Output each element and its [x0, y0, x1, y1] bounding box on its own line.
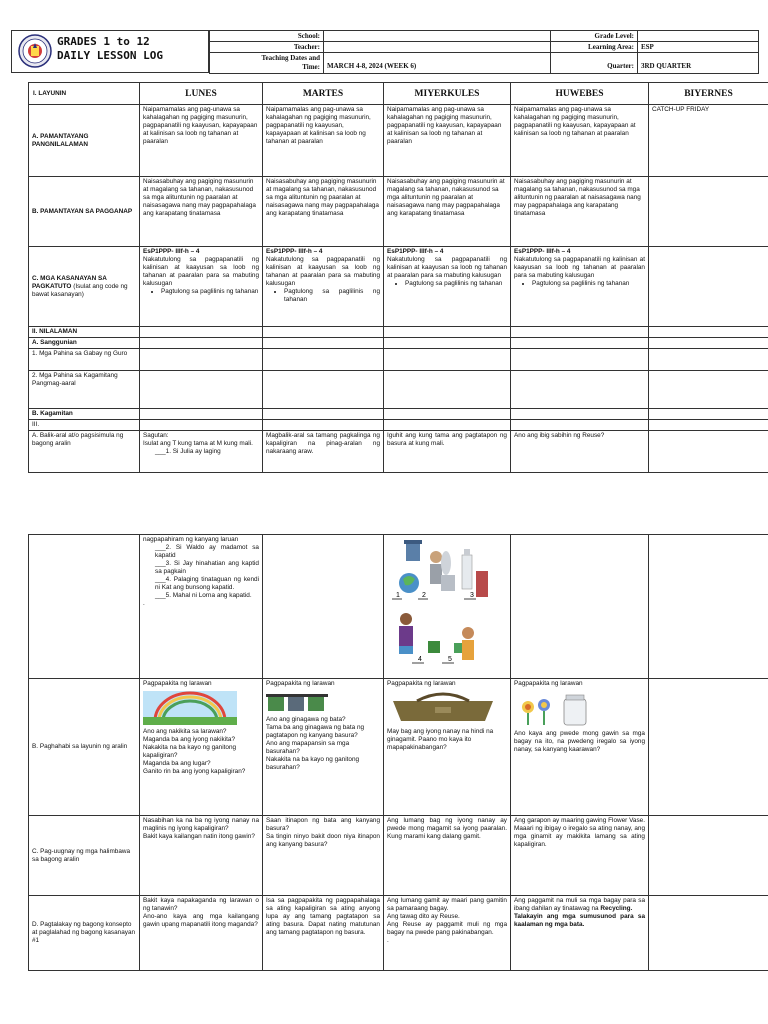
- row-label-balik-aral: A. Balik-aral at/o pagsisimula ng bagong aralin: [29, 431, 140, 473]
- balik-item-1: ___1. Si Julia ay laging: [155, 448, 221, 455]
- paghahabi-tuesday-q3: Ano ang mapapansin sa mga basurahan?: [266, 740, 350, 755]
- paghahabi-monday-q5: Ganito rin ba ang iyong kapaligiran?: [143, 768, 246, 775]
- waste-disposal-illustrations: [384, 535, 509, 675]
- cell-balik-tuesday-continued: [263, 535, 384, 679]
- rainbow-landscape-picture: [143, 691, 237, 725]
- balik-item-4: ___4. Palaging tinataguan ng kendi ni Kat ang bunsong kapatid.: [155, 576, 259, 591]
- dates-label-line-1: Teaching Dates and: [261, 54, 320, 62]
- paghahabi-tuesday-q1: Ano ang ginagawa ng bata?: [266, 716, 346, 723]
- flowers-and-jar-picture: [514, 691, 594, 727]
- cell-paghahabi-friday: [649, 679, 768, 816]
- competency-code: EsP1PPP- IIIf-h – 4: [387, 248, 444, 255]
- cell-a-monday: Naipamamalas ang pag-unawa sa kahalagahan ng pagiging masunurin, pagpapanatili ng kaayusan, kapayapaan at kalinisan sa loob ng tahanan at paaralan: [140, 105, 263, 177]
- competency-code: EsP1PPP- IIIf-h – 4: [266, 248, 323, 255]
- row-label-kagamitang-pangmag-aaral: 2. Mga Pahina sa Kagamitang Pangmag-aaral: [29, 371, 140, 409]
- row-label-kagamitan: B. Kagamitan: [29, 409, 140, 420]
- day-header-monday: LUNES: [140, 83, 263, 105]
- girl-with-bag-icon: [454, 627, 474, 660]
- row-label-mga-kasanayan: [29, 247, 140, 327]
- day-header-wednesday: MIYERKULES: [384, 83, 511, 105]
- cell-pagtalakay-friday: [649, 896, 768, 971]
- lesson-log-table-page-1: [28, 82, 768, 473]
- competency-text: Nakatutulong sa pagpapanatili ng kalinisan at kaayusan sa loob ng tahanan at paaralan para sa mabuting kalusugan: [143, 256, 259, 287]
- competency-bullet: • Pagtulong sa paglilinis ng tahanan: [161, 288, 259, 296]
- cell-balik-thursday-continued: [511, 535, 649, 679]
- cell-b-monday: Naisasabuhay ang pagiging masunurin at magalang sa tahanan, nakasusunod sa mga alituntunin ng paaralan at naisasagawa nang may pagpapahalaga ang karapatang tinatamasa: [140, 177, 263, 247]
- quarter-value: 3RD QUARTER: [638, 53, 759, 74]
- paghahabi-thursday-text: Ano kaya ang pwede mong gawin sa mga bagay na ito, na pwedeng iregalo sa iyong nanay, sa kanyang kaarawan?: [514, 730, 645, 753]
- paghahabi-monday-q3: Nakakita na ba kayo ng ganitong kapaligiran?: [143, 744, 237, 759]
- cell-pagtalakay-monday: Bakit kaya napakaganda ng larawan o ng tanawin? Ano-ano kaya ang mga kailangang gawin upang mapanatili itong maganda?: [140, 896, 263, 971]
- tall-bin-icon: [476, 571, 488, 597]
- pagtalakay-thursday-text: Ang paggamit na muli sa mga bagay para sa ibang dahilan ay tinatawag na: [514, 897, 645, 912]
- cell-balik-wednesday: Iguhit ang kung tama ang pagtatapon ng basura at kung mali.: [384, 431, 511, 473]
- competency-text: Nakatutulong sa pagpapanatili ng kalinisan at kaayusan sa loob ng tahanan at paaralan para sa mabuting kalusugan: [514, 256, 645, 279]
- paghahabi-tuesday-q2: Tama ba ang ginagawa ng bata ng pagtatapon ng kanyang basura?: [266, 724, 365, 739]
- row-label-sanggunian: A. Sanggunian: [29, 338, 140, 349]
- cell-c-friday: [649, 247, 768, 327]
- cell-b-tuesday: Naisasabuhay ang pagiging masunurin at magalang sa tahanan, nakasusunod sa mga alituntunin ng paaralan at naisasagawa nang may pagpapahalaga ang karapatang tinatamasa: [263, 177, 384, 247]
- cell-c-monday: [140, 247, 263, 327]
- mark-5: 5: [448, 656, 452, 663]
- teaching-dates-label: [210, 53, 324, 74]
- show-picture-label: Pagpapakita ng larawan: [266, 680, 335, 687]
- cell-balik-monday-continued: [140, 535, 263, 679]
- row-label-paghahabi: B. Paghahabi sa layunin ng aralin: [29, 679, 140, 816]
- cell-pag-uugnay-monday: Nasabihan ka na ba ng iyong nanay na maglinis ng iyong kapaligiran? Bakit kaya kailangan natin itong gawin?: [140, 816, 263, 896]
- mark-3: 3: [470, 592, 474, 599]
- row-label-pamantayan-sa-pagganap: B. PAMANTAYAN SA PAGGANAP: [29, 177, 140, 247]
- dll-header: [11, 30, 758, 73]
- paghahabi-monday-q1: Ano ang nakikita sa larawan?: [143, 728, 227, 735]
- dates-label-line-2: Time:: [302, 63, 320, 71]
- cell-paghahabi-tuesday: [263, 679, 384, 816]
- cell-balik-monday: [140, 431, 263, 473]
- row-label-pag-uugnay: C. Pag-uugnay ng mga halimbawa sa bagong aralin: [29, 816, 140, 896]
- cell-balik-friday-continued: [649, 535, 768, 679]
- cell-c-thursday: [511, 247, 649, 327]
- row-label-nilalaman: II. NILALAMAN: [29, 327, 140, 338]
- learning-area-value: ESP: [638, 42, 759, 53]
- competency-bullet: • Pagtulong sa paglilinis ng tahanan: [405, 280, 507, 288]
- lesson-log-table-page-2: [28, 534, 768, 971]
- grade-level-label: Grade Level:: [551, 31, 638, 42]
- cell-paghahabi-monday: [140, 679, 263, 816]
- cell-c-wednesday: [384, 247, 511, 327]
- balik-end-mark: .: [143, 600, 145, 607]
- balik-item-2: ___2. Si Waldo ay madamot sa kapatid: [155, 544, 259, 559]
- quarter-label: Quarter:: [551, 53, 638, 74]
- recycling-term: Recycling.: [600, 905, 633, 912]
- school-field[interactable]: [324, 31, 551, 42]
- cell-b-thursday: Naisasabuhay ang pagiging masunurin at magalang sa tahanan, nakasusunod sa mga alituntunin ng paaralan at naisasagawa nang may pagpapahalaga ang karapatang tinatamasa: [511, 177, 649, 247]
- layunin-header: I. LAYUNIN: [29, 83, 140, 105]
- logo-box: [11, 30, 209, 73]
- recycle-crate-icon: [428, 641, 440, 653]
- paghahabi-tuesday-q4: Nakakita na ba kayo ng ganitong basurahan?: [266, 756, 360, 771]
- girl-throwing-trash-icon: [399, 613, 413, 654]
- cell-c-tuesday: [263, 247, 384, 327]
- competency-code: EsP1PPP- IIIf-h – 4: [143, 248, 200, 255]
- row-label-pamantayang-pangnilalaman: A. PAMANTAYANG PANGNILALAMAN: [29, 105, 140, 177]
- cell-balik-tuesday: Magbalik-aral sa tamang pagkalinga ng kapaligiran na pinag-aralan ng nakaraang araw.: [263, 431, 384, 473]
- rabbit-figure-icon: [441, 551, 455, 591]
- cell-a-tuesday: Naipamamalas ang pag-unawa sa kahalagahan ng pagiging masunurin, pagpapanatili ng kaayusan, kapayapaan at kalinisan sa loob ng tahanan at paaralan: [263, 105, 384, 177]
- paghahabi-monday-q2: Maganda ba ang iyong nakikita?: [143, 736, 236, 743]
- row-label-gabay-ng-guro: 1. Mga Pahina sa Gabay ng Guro: [29, 349, 140, 371]
- child-cleaning-icon: [430, 551, 442, 584]
- learning-area-label: Learning Area:: [551, 42, 638, 53]
- balik-instruction-2: Isulat ang T kung tama at M kung mali.: [143, 440, 253, 447]
- deped-seal-icon: [18, 34, 52, 68]
- cell-pagtalakay-tuesday: Isa sa pagpapakita ng pagpapahalaga sa ating kapaligiran sa ating anyong lupa ay ang tamang pagtatapon sa ating basura. Dapat nating matutunan ang tamang pagtatapon ng basura.: [263, 896, 384, 971]
- cell-pag-uugnay-tuesday: Saan itinapon ng bata ang kanyang basura? Sa tingin ninyo bakit doon niya itinapon ang kanyang basura?: [263, 816, 384, 896]
- cell-balik-thursday: Ano ang ibig sabihin ng Reuse?: [511, 431, 649, 473]
- row-label-pagtalakay: D. Pagtalakay ng bagong konsepto at paglalahad ng bagong kasanayan #1: [29, 896, 140, 971]
- cell-pagtalakay-wednesday: Ang lumang gamit ay maari pang gamitin sa pamaraang bagay. Ang tawag dito ay Reuse. Ang Reuse ay paggamit muli ng mga bagay na pwede pang pakinabangan. .: [384, 896, 511, 971]
- title-line-2: DAILY LESSON LOG: [57, 49, 163, 62]
- cell-pagtalakay-thursday: [511, 896, 649, 971]
- competency-code: EsP1PPP- IIIf-h – 4: [514, 248, 571, 255]
- row-label-iii: III.: [29, 420, 140, 431]
- cell-b-wednesday: Naisasabuhay ang pagiging masunurin at magalang sa tahanan, nakasusunod sa mga alituntunin ng paaralan at naisasagawa nang may pagpapahalaga ang karapatang tinatamasa: [384, 177, 511, 247]
- cell-continuation-label: [29, 535, 140, 679]
- competency-bullet: • Pagtulong sa paglilinis ng tahanan: [532, 280, 645, 288]
- show-picture-label: Pagpapakita ng larawan: [514, 680, 583, 687]
- competency-text: Nakatutulong sa pagpapanatili ng kalinisan at kaayusan sa loob ng tahanan at paaralan para sa mabuting kalusugan: [387, 256, 507, 279]
- cell-pag-uugnay-thursday: Ang garapon ay maaring gawing Flower Vase. Maaari ng ibigay o iregalo sa ating nanay, ang mga ginamit ay makikita lamang sa ating kapaligiran.: [511, 816, 649, 896]
- day-header-thursday: HUWEBES: [511, 83, 649, 105]
- cell-a-friday: CATCH-UP FRIDAY: [649, 105, 768, 177]
- title-line-1: GRADES 1 to 12: [57, 35, 150, 48]
- bottle-icon: [462, 549, 472, 589]
- trash-bins-picture: [266, 691, 328, 713]
- cell-balik-friday: [649, 431, 768, 473]
- cell-pag-uugnay-wednesday: Ang lumang bag ng iyong nanay ay pwede mong magamit sa iyong paaralan. Kung marami kang dalang gamit.: [384, 816, 511, 896]
- mark-1: 1: [396, 592, 400, 599]
- day-header-tuesday: MARTES: [263, 83, 384, 105]
- cell-a-thursday: Naipamamalas ang pag-unawa sa kahalagahan ng pagiging masunurin, pagpapanatili ng kaayusan, kapayapaan at kalinisan sa loob ng tahanan at paaralan: [511, 105, 649, 177]
- mark-4: 4: [418, 656, 422, 663]
- teacher-field[interactable]: [324, 42, 551, 53]
- cell-paghahabi-thursday: [511, 679, 649, 816]
- recycle-globe-icon: [399, 573, 419, 593]
- grade-level-field[interactable]: [638, 31, 759, 42]
- show-picture-label: Pagpapakita ng larawan: [387, 680, 456, 687]
- show-picture-label: Pagpapakita ng larawan: [143, 680, 212, 687]
- paghahabi-wednesday-text: May bag ang iyong nanay na hindi na ginagamit. Paano mo kaya ito mapapakinabangan?: [387, 728, 494, 751]
- competency-text: Nakatutulong sa pagpapanatili ng kalinisan at kaayusan sa loob ng tahanan at paaralan para sa mabuting kalusugan: [266, 256, 380, 287]
- teaching-dates-value: MARCH 4-8, 2024 (WEEK 6): [324, 53, 551, 74]
- balik-item-5: ___5. Mahal ni Lorna ang kapatid.: [155, 592, 252, 599]
- cell-b-friday: [649, 177, 768, 247]
- header-info-table: [209, 30, 759, 74]
- cell-pag-uugnay-friday: [649, 816, 768, 896]
- balik-item-3: ___3. Si Jay hinahatian ang kaptid sa pagkain: [155, 560, 259, 575]
- mark-2: 2: [422, 592, 426, 599]
- cell-paghahabi-wednesday: [384, 679, 511, 816]
- balik-instruction-1: Sagutan:: [143, 432, 169, 439]
- day-header-friday: BIYERNES: [649, 83, 768, 105]
- school-label: School:: [210, 31, 324, 42]
- kasanayan-subtitle: (Isulat ang code ng bawat kasanayan): [32, 282, 128, 298]
- paghahabi-monday-q4: Maganda ba ang lugar?: [143, 760, 211, 767]
- trash-bin-icon: [404, 540, 422, 561]
- dll-title: [57, 35, 163, 63]
- old-bag-picture: [387, 691, 499, 725]
- cell-balik-wednesday-continued: [384, 535, 511, 679]
- pagtalakay-thursday-instruction: Talakayin ang mga sumusunod para sa kaalaman ng mga bata.: [514, 913, 645, 928]
- cell-a-wednesday: Naipamamalas ang pag-unawa sa kahalagahan ng pagiging masunurin, pagpapanatili ng kaayusan, kapayapaan at kalinisan sa loob ng tahanan at paaralan: [384, 105, 511, 177]
- balik-item-1-cont: nagpapahiram ng kanyang laruan: [143, 536, 239, 543]
- kasanayan-title: C. MGA KASANAYAN SA PAGKATUTO: [32, 274, 107, 290]
- teacher-label: Teacher:: [210, 42, 324, 53]
- competency-bullet: • Pagtulong sa paglilinis ng tahanan: [284, 288, 380, 304]
